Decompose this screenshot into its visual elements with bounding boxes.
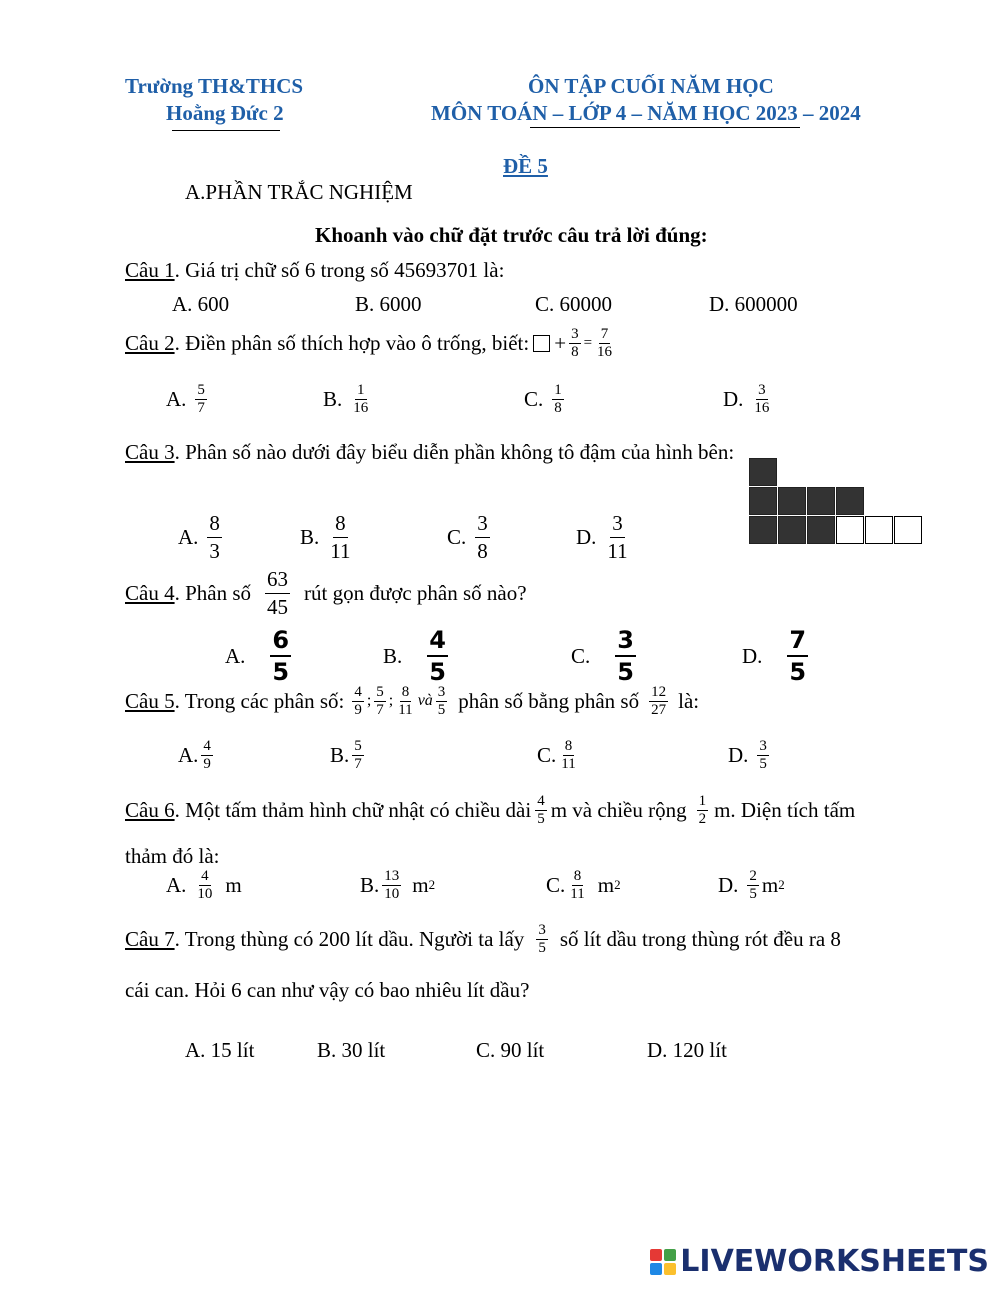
q3-option-a[interactable]: A. $\frac{8}{3}$ xyxy=(178,511,220,564)
fraction: $\frac{3}{8}$ xyxy=(571,326,579,360)
question-text: phân số bằng phân số xyxy=(458,688,640,713)
liveworksheets-logo xyxy=(650,1244,989,1279)
question-text: . Trong thùng có 200 lít dầu. Người ta lấy xyxy=(174,926,525,951)
q5-option-d[interactable]: D. $\frac{3}{5}$ xyxy=(728,738,767,772)
q4-option-b[interactable]: B. $\frac{4}{5}$ xyxy=(383,626,446,686)
shaded-cell xyxy=(749,458,777,486)
logo-square xyxy=(664,1263,676,1275)
question-label: Câu 7 xyxy=(125,926,175,951)
q4-option-c[interactable]: C. $\frac{3}{5}$ xyxy=(571,626,634,686)
shaded-cell xyxy=(778,516,806,544)
question-label: Câu 4 xyxy=(125,581,175,606)
logo-square xyxy=(650,1249,662,1261)
question-label: Câu 6 xyxy=(125,797,175,822)
unshaded-cell xyxy=(836,516,864,544)
exam-code: ĐỀ 5 xyxy=(503,154,548,178)
q2-option-d[interactable]: D. $\frac{3}{16}$ xyxy=(723,382,770,416)
q2-option-b[interactable]: B. $\frac{1}{16}$ xyxy=(323,382,369,416)
exam-title: ÔN TẬP CUỐI NĂM HỌC xyxy=(528,74,774,98)
fraction: $\frac{5}{7}$ xyxy=(376,684,384,718)
q7-option-d[interactable]: D. 120 lít xyxy=(647,1038,727,1062)
q7-option-c[interactable]: C. 90 lít xyxy=(476,1038,545,1062)
logo-square xyxy=(650,1263,662,1275)
unshaded-cell xyxy=(894,516,922,544)
q1-option-b[interactable]: B. 6000 xyxy=(355,292,422,316)
question-2 xyxy=(125,326,617,360)
section-title: A.PHẦN TRẮC NGHIỆM xyxy=(185,180,413,204)
question-text: . Phân số xyxy=(174,581,252,606)
q7-option-b[interactable]: B. 30 lít xyxy=(317,1038,386,1062)
fraction: $\frac{12}{27}$ xyxy=(651,684,667,718)
q4-option-d[interactable]: D. $\frac{7}{5}$ xyxy=(742,626,807,686)
question-text: . Phân số nào dưới đây biểu diễn phần không tô đậm của hình bên: xyxy=(174,440,735,464)
header-underline-right xyxy=(530,127,800,128)
fraction: $\frac{1}{2}$ xyxy=(698,793,707,827)
q6-option-a[interactable]: A. $\frac{4}{10}$ m xyxy=(166,868,242,902)
question-text: . Trong các phân số: xyxy=(174,688,345,713)
shaded-cell xyxy=(807,516,835,544)
liveworksheets-logo-icon xyxy=(650,1249,676,1275)
fraction: $\frac{4}{9}$ xyxy=(354,684,362,718)
q6-option-b[interactable]: B. $\frac{13}{10}$ m 2 xyxy=(360,868,436,902)
q7-option-a[interactable]: A. 15 lít xyxy=(185,1038,255,1062)
shaded-cell xyxy=(749,487,777,515)
question-4 xyxy=(125,566,527,622)
question-7 xyxy=(125,922,841,956)
q5-option-a[interactable]: A. $\frac{4}{9}$ xyxy=(178,738,211,772)
plus-sign: + xyxy=(554,330,567,355)
shaded-cell xyxy=(807,487,835,515)
question-text: rút gọn được phân số nào? xyxy=(304,581,527,606)
question-label: Câu 2 xyxy=(125,330,175,355)
question-text: . Giá trị chữ số 6 trong số 45693701 là: xyxy=(174,258,505,282)
q1-option-a[interactable]: A. 600 xyxy=(172,292,230,316)
q4-option-a[interactable]: A. $\frac{6}{5}$ xyxy=(225,626,290,686)
question-7-continued: cái can. Hỏi 6 can như vậy có bao nhiêu lít dầu? xyxy=(125,978,530,1002)
question-text: . Một tấm thảm hình chữ nhật có chiều dài xyxy=(174,797,532,822)
q5-option-c[interactable]: C. $\frac{8}{11}$ xyxy=(537,738,576,772)
q2-option-c[interactable]: C. $\frac{1}{8}$ xyxy=(524,382,562,416)
question-6-continued: thảm đó là: xyxy=(125,844,220,868)
shaded-cell xyxy=(749,516,777,544)
exam-subtitle: MÔN TOÁN – LỚP 4 – NĂM HỌC 2023 – 2024 xyxy=(431,101,861,125)
question-label: Câu 5 xyxy=(125,688,175,713)
q3-option-c[interactable]: C. $\frac{3}{8}$ xyxy=(447,511,488,564)
q3-option-b[interactable]: B. $\frac{8}{11}$ xyxy=(300,511,351,564)
fraction: $\frac{8}{11}$ xyxy=(398,684,413,718)
question-text: là: xyxy=(678,688,700,713)
blank-box xyxy=(533,335,550,352)
question-5: Câu 5 . Trong các phân số: $\frac{4}{9}$ ; $\frac{5}{7}$ ; $\frac{8}{11}$ và $\frac{3}{5}$ phân số bằng phân số $\frac{12}{27}$ là: xyxy=(125,684,700,718)
school-branch: Hoằng Đức 2 xyxy=(166,101,284,125)
question-1 xyxy=(125,258,504,283)
fraction: $\frac{4}{5}$ xyxy=(537,793,545,827)
equals-sign: = xyxy=(583,334,593,351)
question-label: Câu 1 xyxy=(125,258,175,282)
q3-option-d[interactable]: D. $\frac{3}{11}$ xyxy=(576,511,628,564)
q6-option-d[interactable]: D. $\frac{2}{5}$ m 2 xyxy=(718,868,785,902)
logo-square xyxy=(664,1249,676,1261)
q6-option-c[interactable]: C. $\frac{8}{11}$ m 2 xyxy=(546,868,621,902)
shaded-cell xyxy=(778,487,806,515)
fraction: $\frac{3}{5}$ xyxy=(437,684,446,718)
question-text: . Điền phân số thích hợp vào ô trống, biết: xyxy=(174,330,530,355)
question-3 xyxy=(125,440,734,465)
question-text: số lít dầu trong thùng rót đều ra 8 xyxy=(559,926,841,951)
q1-option-d[interactable]: D. 600000 xyxy=(709,292,798,316)
brand-name: LIVEWORKSHEETS xyxy=(680,1244,989,1279)
question-6 xyxy=(125,793,855,827)
q2-option-a[interactable]: A. $\frac{5}{7}$ xyxy=(166,382,205,416)
instruction: Khoanh vào chữ đặt trước câu trả lời đúng: xyxy=(315,223,708,247)
header-underline-left xyxy=(172,130,280,131)
fraction: $\frac{7}{16}$ xyxy=(597,326,613,360)
question-text: m. Diện tích tấm xyxy=(714,797,856,822)
fraction: $\frac{3}{5}$ xyxy=(538,922,546,956)
q5-option-b[interactable]: B. $\frac{5}{7}$ xyxy=(330,738,362,772)
unshaded-cell xyxy=(865,516,893,544)
shaded-cell xyxy=(836,487,864,515)
question-label: Câu 3 xyxy=(125,440,175,464)
fraction: $\frac{63}{45}$ xyxy=(267,567,289,620)
q1-option-c[interactable]: C. 60000 xyxy=(535,292,613,316)
question-text: m và chiều rộng xyxy=(550,797,687,822)
school-name: Trường TH&THCS xyxy=(125,74,304,98)
